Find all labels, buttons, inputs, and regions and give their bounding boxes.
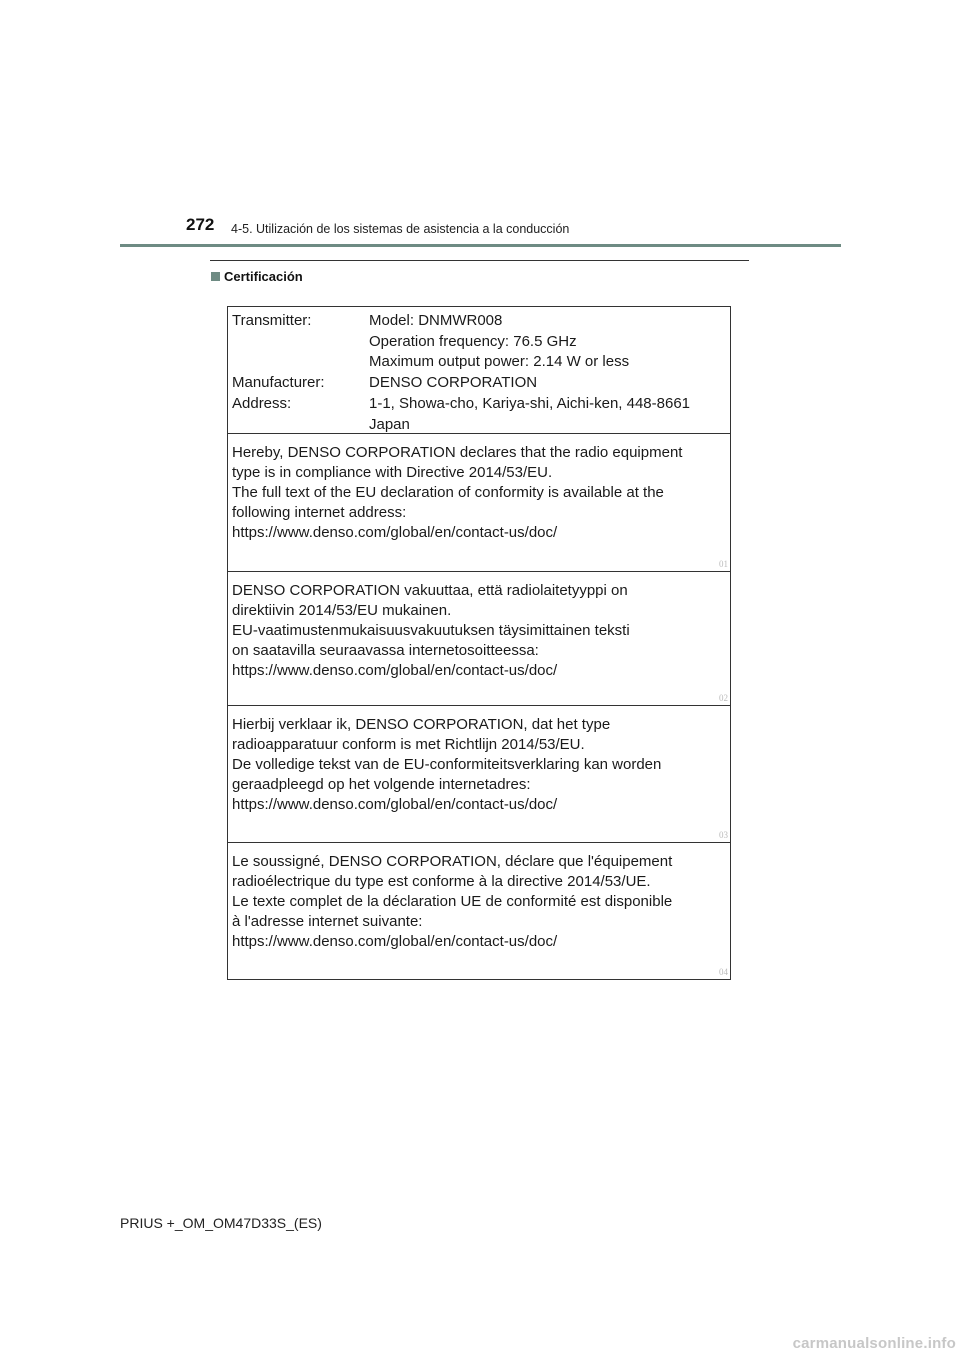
declaration-line: on saatavilla seuraavassa internetosoitteessa: xyxy=(232,642,539,659)
declaration-url: https://www.denso.com/global/en/contact-us/doc/ xyxy=(232,933,558,950)
declaration-line: Le soussigné, DENSO CORPORATION, déclare que l'équipement xyxy=(232,853,673,870)
section-divider xyxy=(210,260,749,261)
section-title: 4-5. Utilización de los sistemas de asistencia a la conducción xyxy=(231,222,570,236)
certification-box xyxy=(227,306,731,980)
document-id: PRIUS +_OM_OM47D33S_(ES) xyxy=(120,1215,322,1231)
declaration-line: following internet address: xyxy=(232,504,407,521)
spec-row xyxy=(232,394,690,415)
declaration-url: https://www.denso.com/global/en/contact-us/doc/ xyxy=(232,662,558,679)
header-rule xyxy=(120,244,841,247)
spec-label xyxy=(232,415,369,436)
declaration-panel-fr xyxy=(228,843,730,979)
declaration-panel-en xyxy=(228,434,730,572)
spec-panel xyxy=(228,307,730,434)
declaration-panel-fi xyxy=(228,572,730,706)
declaration-line: De volledige tekst van de EU-conformiteitsverklaring kan worden xyxy=(232,756,662,773)
declaration-line: Hierbij verklaar ik, DENSO CORPORATION, dat het type xyxy=(232,716,611,733)
declaration-panel-nl xyxy=(228,706,730,843)
spec-grid xyxy=(232,311,690,435)
spec-row xyxy=(232,311,690,332)
declaration-line: DENSO CORPORATION vakuuttaa, että radiolaitetyyppi on xyxy=(232,582,628,599)
declaration-line: EU-vaatimustenmukaisuusvakuutuksen täysimittainen teksti xyxy=(232,622,630,639)
certification-heading xyxy=(211,269,303,284)
spec-label xyxy=(232,332,369,353)
spec-label xyxy=(232,352,369,373)
spec-row xyxy=(232,332,690,353)
spec-label: Address: xyxy=(232,394,292,412)
watermark: carmanualsonline.info xyxy=(792,1335,956,1352)
declaration-text xyxy=(232,443,682,543)
panel-code: 04 xyxy=(719,967,728,977)
declaration-line: radioélectrique du type est conforme à la directive 2014/53/UE. xyxy=(232,873,651,890)
declaration-text xyxy=(232,581,630,681)
declaration-text xyxy=(232,715,661,815)
certification-heading-text: Certificación xyxy=(224,269,303,284)
page-number: 272 xyxy=(186,215,215,234)
declaration-line: radioapparatuur conform is met Richtlijn 2014/53/EU. xyxy=(232,736,585,753)
declaration-line: type is in compliance with Directive 2014/53/EU. xyxy=(232,464,553,481)
spec-label: Transmitter: xyxy=(232,312,312,329)
declaration-line: direktiivin 2014/53/EU mukainen. xyxy=(232,602,452,619)
declaration-line: The full text of the EU declaration of conformity is available at the xyxy=(232,484,664,501)
declaration-line: Hereby, DENSO CORPORATION declares that the radio equipment xyxy=(232,444,683,461)
panel-code: 02 xyxy=(719,693,728,703)
declaration-url: https://www.denso.com/global/en/contact-us/doc/ xyxy=(232,796,558,813)
spec-value: DENSO CORPORATION xyxy=(369,374,538,392)
spec-value: Maximum output power: 2.14 W or less xyxy=(369,353,630,371)
spec-value: Operation frequency: 76.5 GHz xyxy=(369,332,577,350)
panel-code: 01 xyxy=(719,559,728,569)
declaration-line: à l'adresse internet suivante: xyxy=(232,913,423,930)
spec-label: Manufacturer: xyxy=(232,374,325,392)
declaration-text xyxy=(232,852,672,952)
declaration-line: Le texte complet de la déclaration UE de conformité est disponible xyxy=(232,893,673,910)
declaration-url: https://www.denso.com/global/en/contact-us/doc/ xyxy=(232,524,558,541)
spec-row xyxy=(232,373,690,394)
panel-code: 03 xyxy=(719,830,728,840)
spec-value: Japan xyxy=(369,415,410,433)
spec-row xyxy=(232,352,690,373)
spec-row xyxy=(232,415,690,436)
square-bullet-icon xyxy=(211,272,220,281)
spec-value: 1-1, Showa-cho, Kariya-shi, Aichi-ken, 448-8661 xyxy=(369,394,691,412)
declaration-line: geraadpleegd op het volgende internetadres: xyxy=(232,776,531,793)
spec-value: Model: DNMWR008 xyxy=(369,312,503,329)
